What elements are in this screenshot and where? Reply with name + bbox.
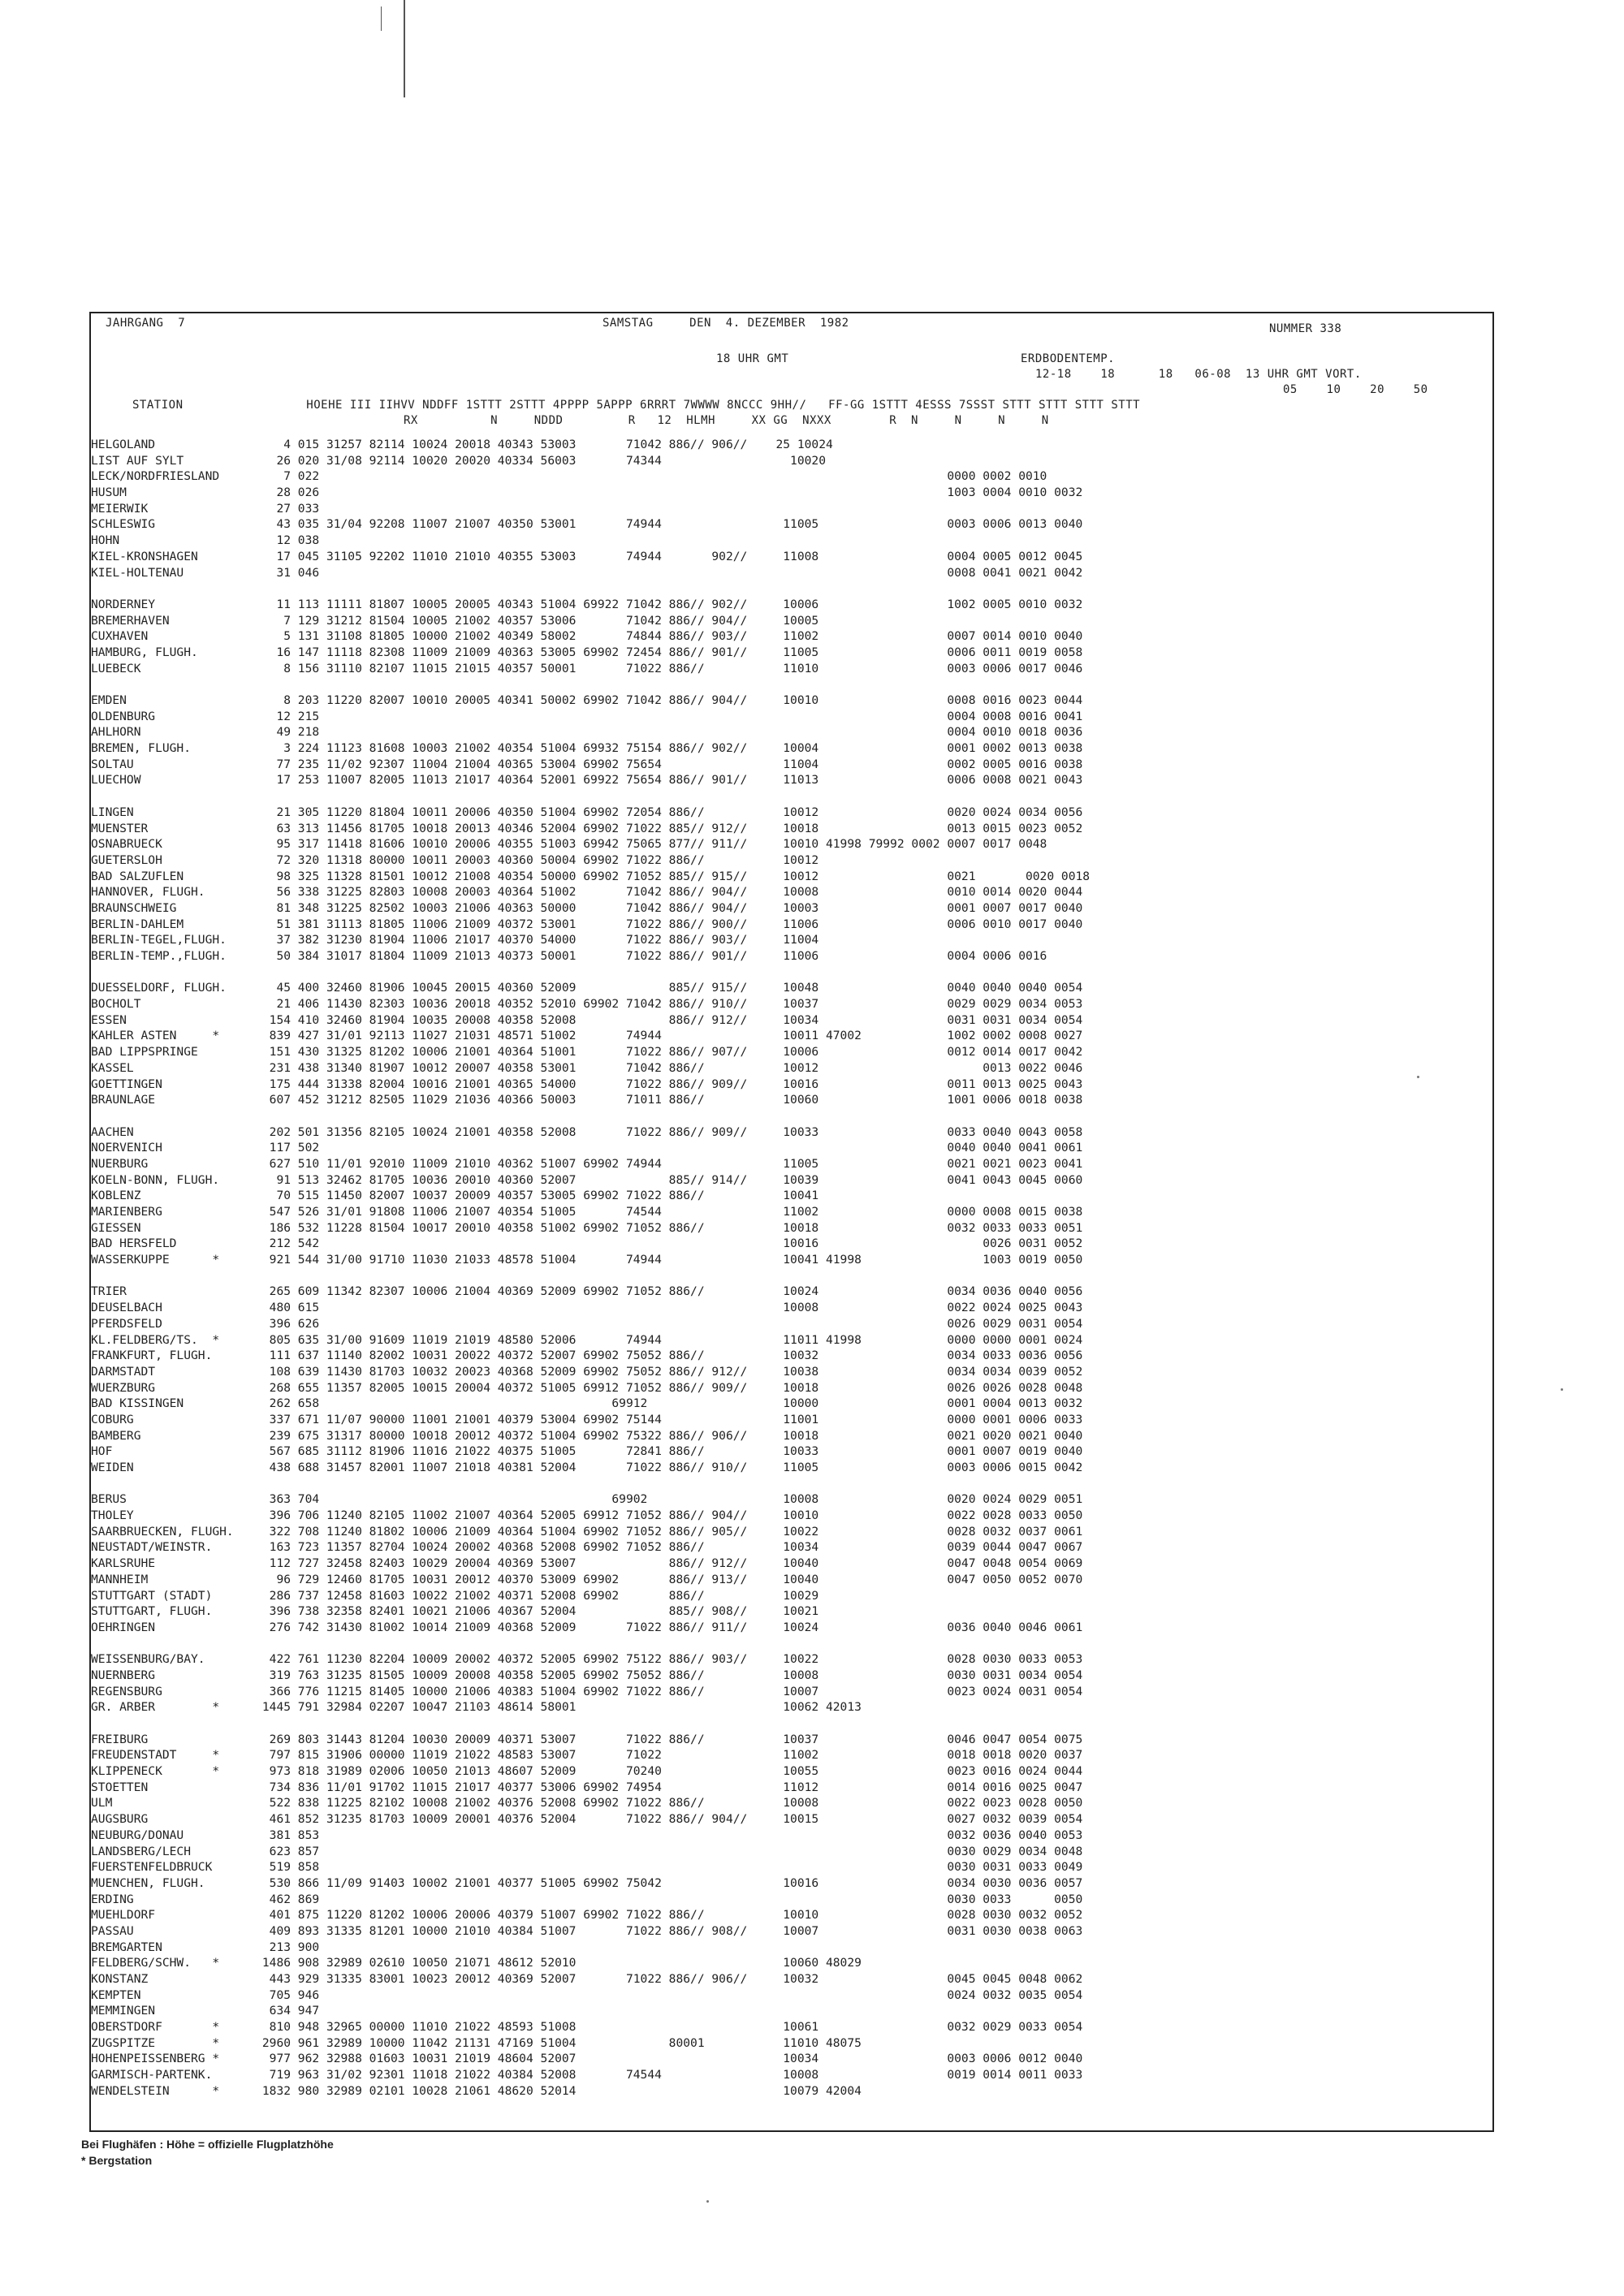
station-row: BREMGARTEN 213 900: [91, 1940, 320, 1954]
station-row: HELGOLAND 4 015 31257 82114 10024 20018 40343 53003 71042 886// 906// 25 10024: [91, 438, 833, 451]
column-heading-line-3: 05 10 20 50: [1283, 383, 1428, 396]
row-spacer: [91, 1268, 1491, 1284]
paper-speck: [1561, 1388, 1563, 1391]
station-row: KARLSRUHE 112 727 32458 82403 10029 20004 40369 53007 886// 912// 10040 0047 0048 0054 0069: [91, 1556, 1083, 1571]
station-row: AUGSBURG 461 852 31235 81703 10009 20001 40376 52004 71022 886// 904// 10015 0027 0032 0039 0054: [91, 1812, 1083, 1827]
row-spacer: [91, 788, 1491, 805]
station-row: HOF 567 685 31112 81906 11016 21022 40375 51005 72841 886// 10033 0001 0007 0019 0040: [91, 1444, 1083, 1459]
station-row: REGENSBURG 366 776 11215 81405 10000 21006 40383 51004 69902 71022 886// 10007 0023 0024 0031 0054: [91, 1684, 1083, 1698]
station-row: GIESSEN 186 532 11228 81504 10017 20010 40358 51002 69902 71052 886// 10018 0032 0033 0033 0051: [91, 1220, 1083, 1235]
station-row: OLDENBURG 12 215 0004 0008 0016 0041: [91, 709, 1083, 723]
observation-table: [91, 437, 1491, 2100]
station-row: KONSTANZ 443 929 31335 83001 10023 20012 40369 52007 71022 886// 906// 10032 0045 0045 0048 0062: [91, 1972, 1083, 1986]
column-heading-line-5: RX N NDDD R 12 HLMH XX GG NXXX R N N N N: [404, 414, 1049, 427]
station-row: BERLIN-TEGEL,FLUGH. 37 382 31230 81904 11006 21017 40370 54000 71022 886// 903// 11004: [91, 933, 819, 947]
station-row: KAHLER ASTEN * 839 427 31/01 92113 11027 21031 48571 51002 74944 10011 47002 1002 0002 0008 0027: [91, 1029, 1083, 1043]
station-row: ESSEN 154 410 32460 81904 10035 20008 40358 52008 886// 912// 10034 0031 0031 0034 0054: [91, 1012, 1083, 1027]
row-spacer: [91, 1108, 1491, 1124]
station-row: GUETERSLOH 72 320 11318 80000 10011 20003 40360 50004 69902 71022 886// 10012: [91, 852, 819, 867]
station-row: LUECHOW 17 253 11007 82005 11013 21017 40364 52001 69922 75654 886// 901// 11013 0006 0008 0021 0043: [91, 773, 1083, 788]
station-row: LECK/NORDFRIESLAND 7 022 0000 0002 0010: [91, 469, 1047, 484]
station-row: NEUBURG/DONAU 381 853 0032 0036 0040 0053: [91, 1828, 1083, 1842]
station-row: KL.FELDBERG/TS. * 805 635 31/00 91609 11019 21019 48580 52006 74944 11011 41998 0000 0000 0001 0024: [91, 1332, 1083, 1347]
station-row: STOETTEN 734 836 11/01 91702 11015 21017 40377 53006 69902 74954 11012 0014 0016 0025 0047: [91, 1780, 1083, 1794]
column-heading-line-4: STATION HOEHE III IIHVV NDDFF 1STTT 2STTT 4PPPP 5APPP 6RRRT 7WWWW 8NCCC 9HH// FF-GG 1STTT 4ESSS 7SSST STTT STTT STTT STTT: [132, 399, 1141, 412]
station-row: SOLTAU 77 235 11/02 92307 11004 21004 40365 53004 69902 75654 11004 0002 0005 0016 0038: [91, 757, 1083, 771]
column-heading-line-2: 12-18 18 18 06-08 13 UHR GMT VORT.: [1035, 368, 1362, 381]
station-row: COBURG 337 671 11/07 90000 11001 21001 40379 53004 69902 75144 11001 0000 0001 0006 0033: [91, 1412, 1083, 1426]
column-heading-line-1: 18 UHR GMT ERDBODENTEMP.: [716, 352, 1116, 365]
station-row: FRANKFURT, FLUGH. 111 637 11140 82002 10031 20022 40372 52007 69902 75052 886// 10032 0034 0033 0036 0056: [91, 1349, 1083, 1363]
station-row: DEUSELBACH 480 615 10008 0022 0024 0025 0043: [91, 1301, 1083, 1315]
station-row: KLIPPENECK * 973 818 31989 02006 10050 21013 48607 52009 70240 10055 0023 0016 0024 0044: [91, 1764, 1083, 1779]
station-row: WEIDEN 438 688 31457 82001 11007 21018 40381 52004 71022 886// 910// 11005 0003 0006 0015 0042: [91, 1461, 1083, 1474]
station-row: ULM 522 838 11225 82102 10008 21002 40376 52008 69902 71022 886// 10008 0022 0023 0028 0050: [91, 1796, 1083, 1810]
station-row: THOLEY 396 706 11240 82105 11002 21007 40364 52005 69912 71052 886// 904// 10010 0022 0028 0033 0050: [91, 1508, 1083, 1523]
station-row: PFERDSFELD 396 626 0026 0029 0031 0054: [91, 1316, 1083, 1331]
paper-speck: [706, 2200, 709, 2203]
station-row: SCHLESWIG 43 035 31/04 92208 11007 21007 40350 53001 74944 11005 0003 0006 0013 0040: [91, 517, 1083, 532]
station-row: HOHENPEISSENBERG * 977 962 32988 01603 10031 21019 48604 52007 10034 0003 0006 0012 0040: [91, 2052, 1083, 2066]
station-row: LANDSBERG/LECH 623 857 0030 0029 0034 0048: [91, 1844, 1083, 1858]
station-row: GOETTINGEN 175 444 31338 82004 10016 21001 40365 54000 71022 886// 909// 10016 0011 0013 0025 0043: [91, 1077, 1083, 1091]
station-row: AACHEN 202 501 31356 82105 10024 21001 40358 52008 71022 886// 909// 10033 0033 0040 0043 0058: [91, 1124, 1083, 1139]
station-row: BAMBERG 239 675 31317 80000 10018 20012 40372 51004 69902 75322 886// 906// 10018 0021 0020 0021 0040: [91, 1428, 1083, 1443]
station-row: NEUSTADT/WEINSTR. 163 723 11357 82704 10024 20002 40368 52008 69902 71052 886// 10034 0039 0044 0047 0067: [91, 1540, 1083, 1555]
station-row: GR. ARBER * 1445 791 32984 02207 10047 21103 48614 58001 10062 42013: [91, 1700, 862, 1715]
station-row: BRAUNLAGE 607 452 31212 82505 11029 21036 40366 50003 71011 886// 10060 1001 0006 0018 0038: [91, 1093, 1083, 1107]
station-row: FELDBERG/SCHW. * 1486 908 32989 02610 10050 21071 48612 52010 10060 48029: [91, 1956, 862, 1970]
station-row: OBERSTDORF * 810 948 32965 00000 11010 21022 48593 51008 10061 0032 0029 0033 0054: [91, 2020, 1083, 2035]
footnote-airport-height: Bei Flughäfen : Höhe = offizielle Flugplatzhöhe: [81, 2138, 334, 2151]
paper-scratch: [404, 0, 405, 97]
station-row: EMDEN 8 203 11220 82007 10010 20005 40341 50002 69902 71042 886// 904// 10010 0008 0016 0023 0044: [91, 693, 1083, 707]
station-row: MEMMINGEN 634 947: [91, 2004, 320, 2018]
station-row: KIEL-KRONSHAGEN 17 045 31105 92202 11010 21010 40355 53003 74944 902// 11008 0004 0005 0012 0045: [91, 549, 1083, 563]
station-row: LINGEN 21 305 11220 81804 10011 20006 40350 51004 69902 72054 886// 10012 0020 0024 0034 0056: [91, 805, 1083, 819]
station-row: NOERVENICH 117 502 0040 0040 0041 0061: [91, 1141, 1083, 1155]
station-row: BAD KISSINGEN 262 658 69912 10000 0001 0004 0013 0032: [91, 1396, 1083, 1411]
row-spacer: [91, 1476, 1491, 1492]
station-row: CUXHAVEN 5 131 31108 81805 10000 21002 40349 58002 74844 886// 903// 11002 0007 0014 0010 0040: [91, 629, 1083, 644]
station-row: BERLIN-DAHLEM 51 381 31113 81805 11006 21009 40372 53001 71022 886// 900// 11006 0006 0010 0017 0040: [91, 917, 1083, 931]
station-row: KOELN-BONN, FLUGH. 91 513 32462 81705 10036 20010 40360 52007 885// 914// 10039 0041 0043 0045 0060: [91, 1172, 1083, 1187]
station-row: SAARBRUECKEN, FLUGH. 322 708 11240 81802 10006 21009 40364 51004 69902 71052 886// 905// 10022 0028 0032 0037 0061: [91, 1524, 1083, 1539]
station-row: KOBLENZ 70 515 11450 82007 10037 20009 40357 53005 69902 71022 886// 10041: [91, 1189, 819, 1203]
station-row: MANNHEIM 96 729 12460 81705 10031 20012 40370 53009 69902 886// 913// 10040 0047 0050 0052 0070: [91, 1572, 1083, 1586]
station-row: AHLHORN 49 218 0004 0010 0018 0036: [91, 725, 1083, 740]
station-row: BAD LIPPSPRINGE 151 430 31325 81202 10006 21001 40364 51001 71022 886// 907// 10006 0012 0014 0017 0042: [91, 1045, 1083, 1060]
station-row: WENDELSTEIN * 1832 980 32989 02101 10028 21061 48620 52014 10079 42004: [91, 2083, 862, 2098]
station-row: WEISSENBURG/BAY. 422 761 11230 82204 10009 20002 40372 52005 69902 75122 886// 903// 10022 0028 0030 0033 0053: [91, 1652, 1083, 1667]
row-spacer: [91, 965, 1491, 981]
station-row: HUSUM 28 026 1003 0004 0010 0032: [91, 486, 1083, 500]
station-row: TRIER 265 609 11342 82307 10006 21004 40369 52009 69902 71052 886// 10024 0034 0036 0040 0056: [91, 1284, 1083, 1299]
station-row: FREUDENSTADT * 797 815 31906 00000 11019 21022 48583 53007 71022 11002 0018 0018 0020 0037: [91, 1748, 1083, 1763]
station-row: HANNOVER, FLUGH. 56 338 31225 82803 10008 20003 40364 51002 71042 886// 904// 10008 0010 0014 0020 0044: [91, 885, 1083, 900]
station-row: MARIENBERG 547 526 31/01 91808 11006 21007 40354 51005 74544 11002 0000 0008 0015 0038: [91, 1205, 1083, 1219]
station-row: KEMPTEN 705 946 0024 0032 0035 0054: [91, 1987, 1083, 2002]
station-row: BOCHOLT 21 406 11430 82303 10036 20018 40352 52010 69902 71042 886// 910// 10037 0029 0029 0034 0053: [91, 997, 1083, 1012]
station-row: BREMEN, FLUGH. 3 224 11123 81608 10003 21002 40354 51004 69932 75154 886// 902// 10004 0001 0002 0013 0038: [91, 741, 1083, 756]
station-row: FUERSTENFELDBRUCK 519 858 0030 0031 0033 0049: [91, 1860, 1083, 1875]
station-row: HOHN 12 038: [91, 533, 320, 548]
station-row: NORDERNEY 11 113 11111 81807 10005 20005 40343 51004 69922 71042 886// 902// 10006 1002 0005 0010 0032: [91, 597, 1083, 611]
station-row: NUERBURG 627 510 11/01 92010 11009 21010 40362 51007 69902 74944 11005 0021 0021 0023 0041: [91, 1156, 1083, 1171]
station-row: MUEHLDORF 401 875 11220 81202 10006 20006 40379 51007 69902 71022 886// 10010 0028 0030 0032 0052: [91, 1908, 1083, 1923]
station-row: ERDING 462 869 0030 0033 0050: [91, 1892, 1083, 1906]
paper-scratch: [381, 6, 382, 31]
footnote-mountain-station: * Bergstation: [81, 2154, 153, 2167]
row-spacer: [91, 1716, 1491, 1732]
station-row: WASSERKUPPE * 921 544 31/00 91710 11030 21033 48578 51004 74944 10041 41998 1003 0019 0050: [91, 1253, 1083, 1267]
station-row: OEHRINGEN 276 742 31430 81002 10014 21009 40368 52009 71022 886// 911// 10024 0036 0040 0046 0061: [91, 1620, 1083, 1634]
station-row: GARMISCH-PARTENK. 719 963 31/02 92301 11018 21022 40384 52008 74544 10008 0019 0014 0011 0033: [91, 2068, 1083, 2082]
station-row: DARMSTADT 108 639 11430 81703 10032 20023 40368 52009 69902 75052 886// 912// 10038 0034 0034 0039 0052: [91, 1364, 1083, 1379]
station-row: HAMBURG, FLUGH. 16 147 11118 82308 11009 21009 40363 53005 69902 72454 886// 901// 11005 0006 0011 0019 0058: [91, 645, 1083, 659]
station-row: BREMERHAVEN 7 129 31212 81504 10005 21002 40357 53006 71042 886// 904// 10005: [91, 613, 819, 628]
station-row: STUTTGART, FLUGH. 396 738 32358 82401 10021 21006 40367 52004 885// 908// 10021: [91, 1604, 819, 1619]
station-row: ZUGSPITZE * 2960 961 32989 10000 11042 21131 47169 51004 80001 11010 48075: [91, 2035, 862, 2050]
station-row: MEIERWIK 27 033: [91, 501, 320, 516]
station-row: NUERNBERG 319 763 31235 81505 10009 20008 40358 52005 69902 75052 886// 10008 0030 0031 0034 0054: [91, 1668, 1083, 1682]
station-row: BAD SALZUFLEN 98 325 11328 81501 10012 21008 40354 50000 69902 71052 885// 915// 10012 0021 0020 0018: [91, 869, 1091, 883]
issue-number: NUMMER 338: [1269, 322, 1342, 335]
station-row: KASSEL 231 438 31340 81907 10012 20007 40358 53001 71042 886// 10012 0013 0022 0046: [91, 1060, 1083, 1075]
station-row: LUEBECK 8 156 31110 82107 11015 21015 40357 50001 71022 886// 11010 0003 0006 0017 0046: [91, 661, 1083, 675]
station-row: BRAUNSCHWEIG 81 348 31225 82502 10003 21006 40363 50000 71042 886// 904// 10003 0001 0007 0017 0040: [91, 900, 1083, 915]
station-row: BAD HERSFELD 212 542 10016 0026 0031 0052: [91, 1236, 1083, 1251]
row-spacer: [91, 1636, 1491, 1652]
station-row: FREIBURG 269 803 31443 81204 10030 20009 40371 53007 71022 886// 10037 0046 0047 0054 0075: [91, 1732, 1083, 1746]
row-spacer: [91, 580, 1491, 597]
row-spacer: [91, 676, 1491, 693]
station-row: LIST AUF SYLT 26 020 31/08 92114 10020 20020 40334 56003 74344 10020: [91, 453, 826, 468]
station-row: OSNABRUECK 95 317 11418 81606 10010 20006 40355 51003 69942 75065 877// 911// 10010 41998 79992 0002 0007 0017 0048: [91, 837, 1047, 852]
issue-date: SAMSTAG DEN 4. DEZEMBER 1982: [603, 317, 849, 330]
station-row: STUTTGART (STADT) 286 737 12458 81603 10022 21002 40371 52008 69902 886// 10029: [91, 1588, 819, 1603]
station-row: BERLIN-TEMP.,FLUGH. 50 384 31017 81804 11009 21013 40373 50001 71022 886// 901// 11006 0004 0006 0016: [91, 949, 1047, 963]
station-row: MUENSTER 63 313 11456 81705 10018 20013 40346 52004 69902 71022 885// 912// 10018 0013 0015 0023 0052: [91, 821, 1083, 835]
station-row: PASSAU 409 893 31335 81201 10000 21010 40384 51007 71022 886// 908// 10007 0031 0030 0038 0063: [91, 1923, 1083, 1938]
station-row: MUENCHEN, FLUGH. 530 866 11/09 91403 10002 21001 40377 51005 69902 75042 10016 0034 0030 0036 0057: [91, 1875, 1083, 1890]
station-row: WUERZBURG 268 655 11357 82005 10015 20004 40372 51005 69912 71052 886// 909// 10018 0026 0026 0028 0048: [91, 1380, 1083, 1395]
jahrgang-label: JAHRGANG 7: [106, 317, 186, 330]
station-row: KIEL-HOLTENAU 31 046 0008 0041 0021 0042: [91, 565, 1083, 580]
station-row: BERUS 363 704 69902 10008 0020 0024 0029 0051: [91, 1492, 1083, 1507]
station-row: DUESSELDORF, FLUGH. 45 400 32460 81906 10045 20015 40360 52009 885// 915// 10048 0040 0040 0040 0054: [91, 981, 1083, 995]
